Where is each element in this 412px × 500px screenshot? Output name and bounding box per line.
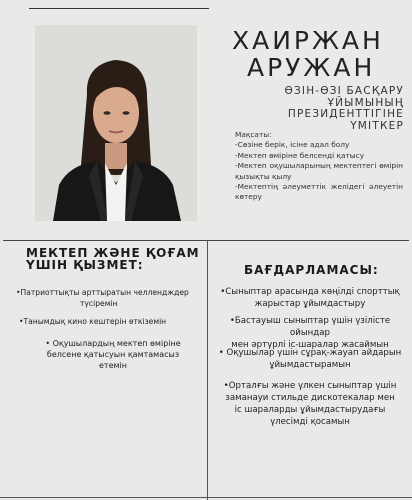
candidate-name xyxy=(222,27,412,81)
program-item: •Бастауыш сыныптар үшін үзілісте ойындар мен әртүрлі іс-шаралар жасаймын xyxy=(229,316,391,350)
goal-item: -Мектеп оқушыларының мектептегі өмірін қызықты қылу xyxy=(235,161,403,181)
top-divider xyxy=(29,8,209,9)
program-item: •Сыныптар арасында көңілді спорттық жарыстар ұйымдастыру xyxy=(220,287,400,309)
service-item: •Патриоттықты арттыратын челлендждер түсіремін xyxy=(16,288,189,308)
goals-section xyxy=(235,130,403,203)
service-item: • Оқушылардың мектеп өміріне белсене қатысуын қамтамасыз етемін xyxy=(45,339,181,370)
role-line: ҮМІТКЕР xyxy=(350,119,404,132)
candidate-photo xyxy=(35,25,197,221)
role-line: ПРЕЗИДЕНТТІГІНЕ xyxy=(287,108,404,120)
program-item: • Оқушылар үшін сұрақ-жауап айдарын ұйымдастырамын xyxy=(218,348,402,370)
service-section-title: МЕКТЕП ЖӘНЕ ҚОҒАМ ҮШІН ҚЫЗМЕТ: xyxy=(26,246,200,272)
bottom-divider xyxy=(0,497,412,498)
first-name: ХАИРЖАН xyxy=(232,26,384,55)
program-section-title: БАҒДАРЛАМАСЫ: xyxy=(244,263,379,277)
last-name: АРУЖАН xyxy=(247,53,376,82)
service-item: •Танымдық кино кештерін өткіземін xyxy=(19,317,167,326)
goal-item: -Мектеп өміріне белсенді қатысу xyxy=(235,150,365,160)
goal-item: -Сөзіне берік, ісіне адал болу xyxy=(235,140,350,150)
program-item: •Орталғы және үлкен сыныптар үшін заманауи стильде дискотекалар мен іс шараларды ұйымдастырудағы үлесімді қосамын xyxy=(223,381,397,427)
role-line: ӨЗІН-ӨЗІ БАСҚАРУ xyxy=(284,85,404,97)
candidate-role xyxy=(226,86,404,132)
goals-title: Мақсаты: xyxy=(235,130,272,139)
column-divider xyxy=(207,240,208,500)
middle-divider xyxy=(3,240,409,241)
goal-item: -Мектептің әлеуметтік желідегі әлеуетін көтеру xyxy=(235,182,403,202)
role-line: ҰЙЫМЫНЫҢ xyxy=(327,96,404,109)
